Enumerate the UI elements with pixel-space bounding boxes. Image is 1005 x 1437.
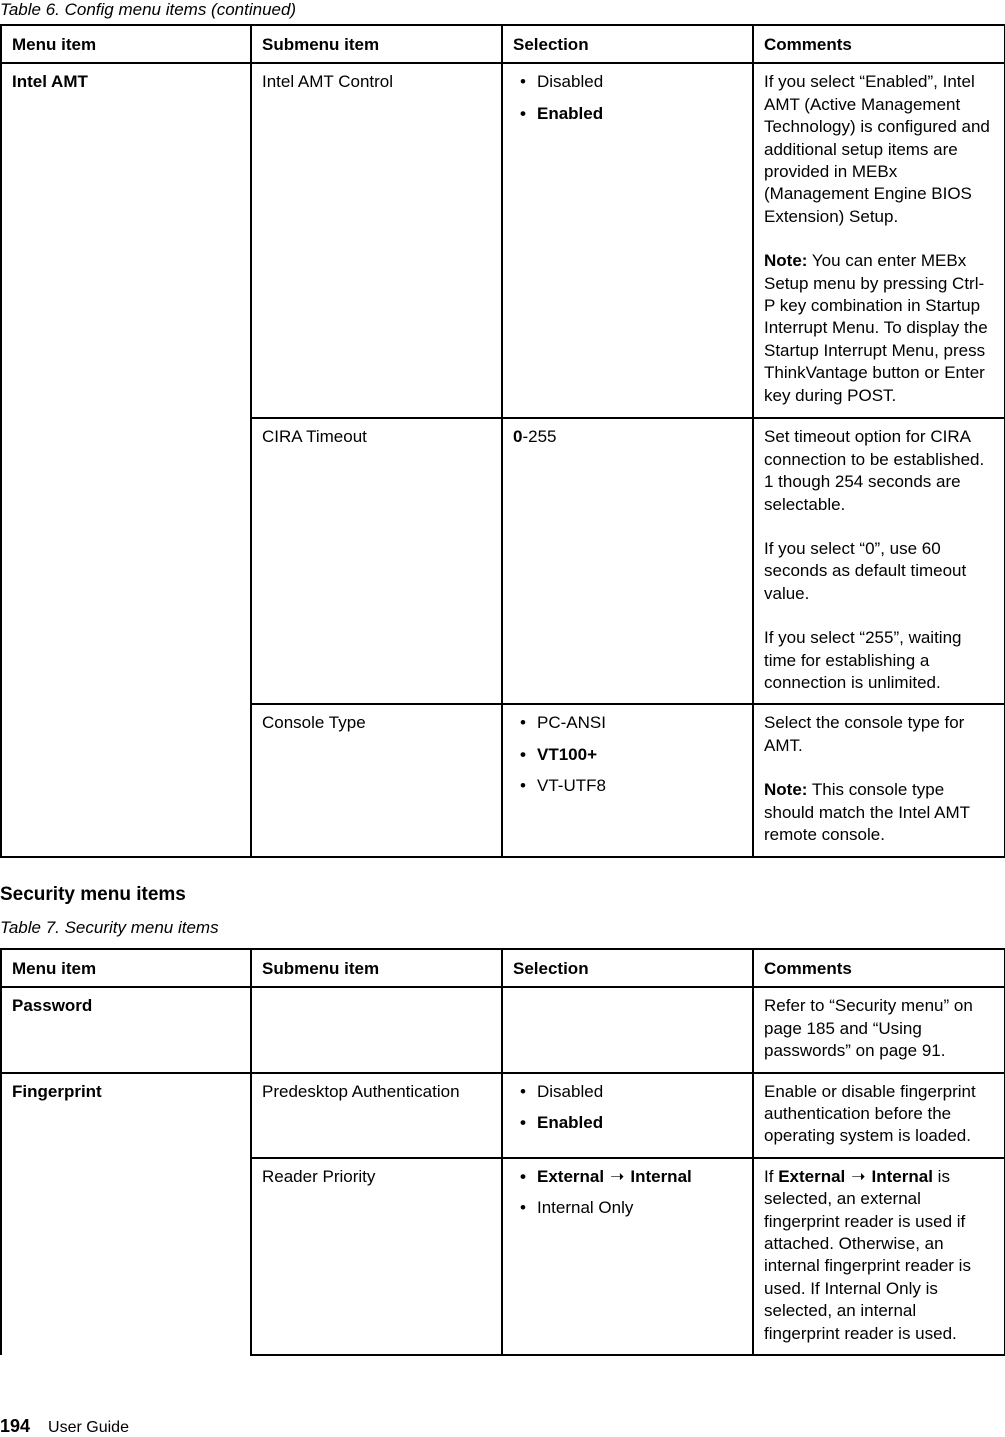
header-menu-item: Menu item: [1, 25, 251, 63]
comments-cell: [753, 1158, 1005, 1355]
option-external-label: External: [537, 1166, 605, 1186]
section-title-security: Security menu items: [0, 884, 186, 905]
menu-item-intel-amt: Intel AMT: [1, 63, 251, 856]
selection-default-value: 0: [513, 427, 523, 447]
menu-item-fingerprint: Fingerprint: [1, 1073, 251, 1355]
comment-text: If you select “Enabled”, Intel AMT (Active Management Technology) is configured and additional setup items are provided in MEBx (Management Engine BIOS Extension) Setup.: [764, 72, 990, 226]
table-row: [1, 1073, 1005, 1158]
table-header-row: [1, 949, 1005, 987]
config-menu-table: [0, 24, 1005, 858]
header-selection: Selection: [502, 25, 753, 63]
comments-cell: Refer to “Security menu” on page 185 and “Using passwords” on page 91.: [753, 987, 1005, 1072]
comment-text: Select the console type for AMT.: [764, 713, 965, 755]
option-vt100-default: • VT100+: [513, 744, 742, 766]
table7-caption: Table 7. Security menu items: [0, 918, 219, 937]
comment-text: Set timeout option for CIRA connection to be established. 1 though 254 seconds are selectable.: [764, 427, 985, 514]
note-paragraph: [764, 779, 994, 846]
option-external-internal-default: [513, 1166, 742, 1188]
header-submenu-item: Submenu item: [251, 949, 502, 987]
table6-caption: Table 6. Config menu items (continued): [0, 0, 297, 19]
submenu-cira-timeout: CIRA Timeout: [251, 418, 502, 704]
note-label: Note:: [764, 251, 808, 271]
header-submenu-item: Submenu item: [251, 25, 502, 63]
note-label: Note:: [764, 780, 808, 800]
comment-text: If you select “0”, use 60 seconds as default timeout value.: [764, 539, 967, 603]
option-internal-label: Internal: [630, 1166, 692, 1186]
option-enabled-default: • Enabled: [513, 103, 742, 125]
table-row: [1, 987, 1005, 1072]
submenu-predesktop-authentication: Predesktop Authentication: [251, 1073, 502, 1158]
comments-cell: [753, 704, 1005, 856]
comment-external: External: [778, 1166, 846, 1186]
selection-range: -255: [522, 427, 557, 447]
comment-if: If: [764, 1166, 774, 1186]
empty-cell: [251, 987, 502, 1072]
option-vt-utf8: • VT-UTF8: [513, 775, 742, 797]
option-pc-ansi: • PC-ANSI: [513, 712, 742, 734]
submenu-intel-amt-control: Intel AMT Control: [251, 63, 502, 418]
header-comments: Comments: [753, 25, 1005, 63]
selection-cell: [502, 63, 753, 418]
empty-cell: [502, 987, 753, 1072]
table-row: [1, 63, 1005, 418]
page-number: 194: [0, 1416, 31, 1436]
header-selection: Selection: [502, 949, 753, 987]
guide-title: User Guide: [48, 1419, 129, 1436]
comments-cell: [753, 63, 1005, 418]
security-menu-table: [0, 948, 1005, 1356]
comments-cell: [753, 418, 1005, 704]
comment-text: is selected, an external fingerprint reader is used if attached. Otherwise, an internal fingerprint reader is used. If Internal Only is selected, an internal fingerprint reader is used.: [764, 1166, 971, 1343]
selection-cell: [502, 704, 753, 856]
comment-text: If you select “255”, waiting time for establishing a connection is unlimited.: [764, 628, 962, 693]
note-text: This console type should match the Intel AMT remote console.: [764, 780, 970, 845]
selection-cell: [502, 1073, 753, 1158]
header-menu-item: Menu item: [1, 949, 251, 987]
header-comments: Comments: [753, 949, 1005, 987]
selection-cell: [502, 418, 753, 704]
menu-item-password: Password: [1, 987, 251, 1072]
comment-internal: Internal: [871, 1166, 933, 1186]
right-arrow-icon: ➝: [610, 1166, 625, 1186]
submenu-console-type: Console Type: [251, 704, 502, 856]
option-internal-only: • Internal Only: [513, 1197, 742, 1219]
option-disabled: • Disabled: [513, 1081, 742, 1103]
option-enabled-default: • Enabled: [513, 1112, 742, 1134]
note-paragraph: [764, 250, 994, 407]
option-disabled: • Disabled: [513, 71, 742, 93]
note-text: You can enter MEBx Setup menu by pressing Ctrl-P key combination in Startup Interrupt Menu. To display the Startup Interrupt Menu, press ThinkVantage button or Enter key during POST.: [764, 251, 988, 405]
comments-cell: Enable or disable fingerprint authentication before the operating system is loaded.: [753, 1073, 1005, 1158]
selection-cell: [502, 1158, 753, 1355]
table-header-row: [1, 25, 1005, 63]
right-arrow-icon: ➝: [851, 1166, 866, 1186]
submenu-reader-priority: Reader Priority: [251, 1158, 502, 1355]
